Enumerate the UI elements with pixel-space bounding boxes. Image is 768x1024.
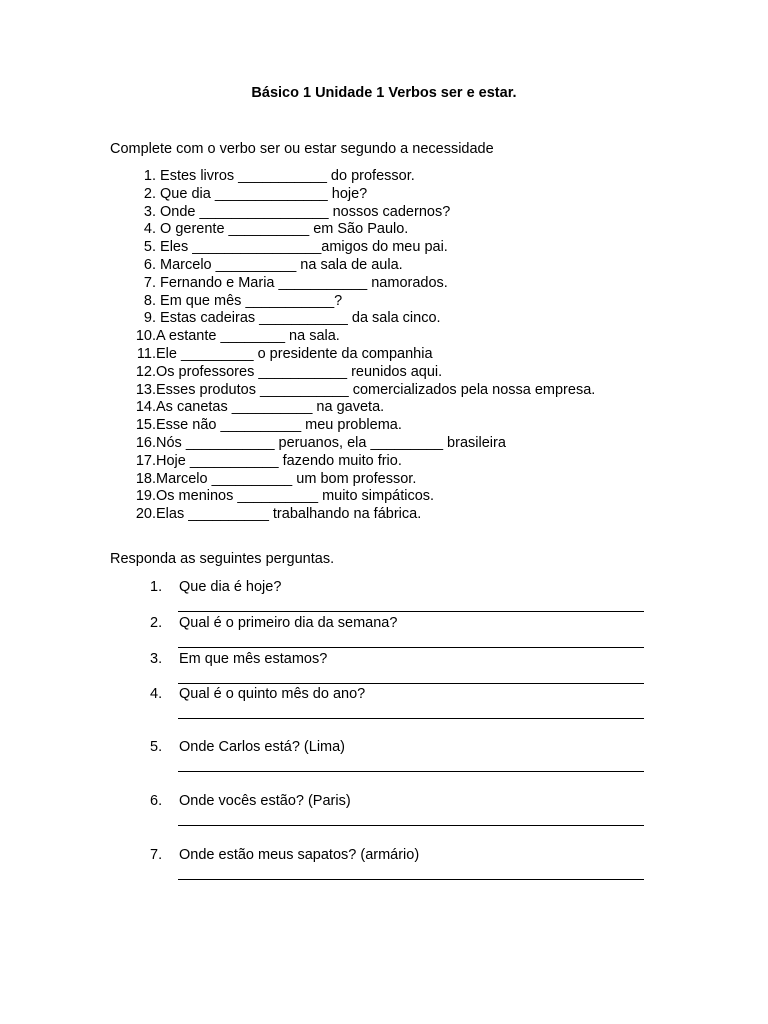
- list-item: 15. Esse não __________ meu problema.: [135, 417, 402, 434]
- question-7: 7. Onde estão meus sapatos? (armário): [150, 845, 650, 865]
- answer-line[interactable]: [178, 771, 644, 772]
- answer-line[interactable]: [178, 718, 644, 719]
- question-4: 4. Qual é o quinto mês do ano?: [150, 684, 650, 704]
- list-item: 13. Esses produtos ___________ comercializados pela nossa empresa.: [135, 381, 596, 398]
- list-item: 19. Os meninos __________ muito simpáticos.: [135, 488, 435, 505]
- list-item: 3. Onde ________________ nossos cadernos?: [143, 203, 451, 220]
- list-item: 7. Fernando e Maria ___________ namorados.: [143, 274, 448, 291]
- question-1: 1. Que dia é hoje?: [150, 577, 650, 597]
- answer-line[interactable]: [178, 611, 644, 612]
- list-item: 10. A estante ________ na sala.: [135, 328, 340, 345]
- list-item: 20. Elas __________ trabalhando na fábrica.: [135, 506, 422, 523]
- list-item: 12. Os professores ___________ reunidos aqui.: [135, 363, 443, 380]
- list-item: 14. As canetas __________ na gaveta.: [135, 399, 385, 416]
- question-5: 5. Onde Carlos está? (Lima): [150, 737, 650, 757]
- fill-in-list: [110, 168, 595, 524]
- section1-instruction: Complete com o verbo ser ou estar segundo a necessidade: [110, 141, 494, 157]
- list-item: 9. Estas cadeiras ___________ da sala cinco.: [143, 310, 441, 327]
- list-item: 1. Estes livros ___________ do professor.: [143, 168, 415, 184]
- list-item: 17. Hoje ___________ fazendo muito frio.: [135, 452, 402, 469]
- answer-line[interactable]: [178, 647, 644, 648]
- page-title: Básico 1 Unidade 1 Verbos ser e estar.: [251, 85, 517, 101]
- list-item: 8. Em que mês ___________?: [143, 292, 343, 309]
- question-3: 3. Em que mês estamos?: [150, 649, 650, 669]
- list-item: 16. Nós ___________ peruanos, ela _________ brasileira: [135, 434, 506, 451]
- list-item: 18. Marcelo __________ um bom professor.: [135, 470, 417, 487]
- list-item: 2. Que dia ______________ hoje?: [143, 185, 368, 202]
- list-item: 5. Eles ________________amigos do meu pai.: [143, 239, 448, 256]
- list-item: 6. Marcelo __________ na sala de aula.: [143, 256, 403, 273]
- list-item: 11. Ele _________ o presidente da companhia: [136, 345, 433, 362]
- question-2: 2. Qual é o primeiro dia da semana?: [150, 613, 650, 633]
- section2-instruction: Responda as seguintes perguntas.: [110, 551, 335, 567]
- answer-line[interactable]: [178, 879, 644, 880]
- question-6: 6. Onde vocês estão? (Paris): [150, 791, 650, 811]
- answer-line[interactable]: [178, 825, 644, 826]
- list-item: 4. O gerente __________ em São Paulo.: [143, 221, 409, 238]
